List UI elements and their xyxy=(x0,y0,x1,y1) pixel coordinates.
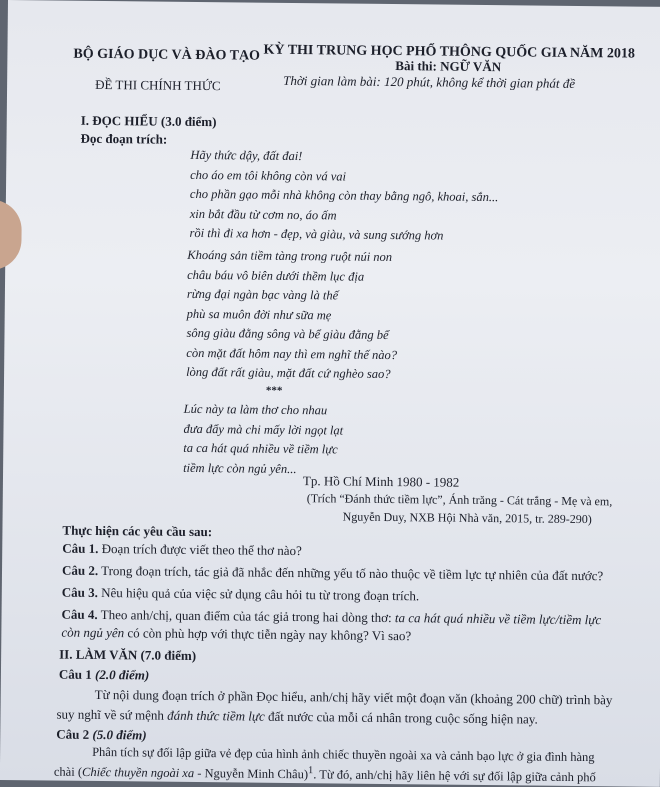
part2-heading: II. LÀM VĂN (7.0 điểm) xyxy=(59,646,197,664)
exam-subject: Bài thi: NGỮ VĂN xyxy=(395,58,502,75)
exam-time: Thời gian làm bài: 120 phút, không kể thời gian phát đề xyxy=(283,72,576,91)
work-title: Chiếc thuyền ngoài xa - xyxy=(81,764,205,781)
essay-2-line-1: Phân tích sự đối lập giữa vẻ đẹp của hình ảnh chiếc thuyền ngoài xa và cảnh bạo lực ở gia đình hàng xyxy=(92,744,595,765)
poem-line: cho phần gạo mỗi nhà không còn thay bằng ngô, khoai, sắn... xyxy=(189,186,499,205)
question-label: Câu 4. xyxy=(61,606,98,622)
text-run: đất nước của mỗi cá nhân trong cuộc sống hiện nay. xyxy=(264,708,538,727)
poem-line: Khoáng sản tiềm tàng trong ruột núi non xyxy=(187,247,393,265)
exam-title: KỲ THI TRUNG HỌC PHỔ THÔNG QUỐC GIA NĂM 2018 xyxy=(263,42,635,62)
text-run: Nguyễn Minh Châu) xyxy=(204,766,309,782)
part1-heading: I. ĐỌC HIỂU (3.0 điểm) xyxy=(80,112,217,130)
question-label: Câu 2. xyxy=(61,562,99,578)
poem-line: Hãy thức dậy, đất đai! xyxy=(190,147,303,164)
place-date: Tp. Hồ Chí Minh 1980 - 1982 xyxy=(302,473,460,490)
poem-line: đưa đẩy mà chi mấy lời ngọt lạt xyxy=(183,421,344,438)
question-text: Đoạn trích được viết theo thể thơ nào? xyxy=(98,540,302,559)
question-text: Theo anh/chị, quan điểm của tác giả trong hai dòng thơ: xyxy=(97,606,396,626)
question-text: Trong đoạn trích, tác giả đã nhắc đến những yếu tố nào thuộc về tiềm lực tự nhiên của đất nước? xyxy=(98,562,604,584)
poem-line: sông giàu đằng sông và bể giàu đằng bể xyxy=(186,325,389,343)
quoted-lines: còn ngủ yên xyxy=(61,624,125,641)
read-excerpt-label: Đọc đoạn trích: xyxy=(80,130,168,147)
essay-label: Câu 2 xyxy=(56,726,90,742)
poem-line: rồi thì đi xa hơn - đẹp, và giàu, và sung sướng hơn xyxy=(189,225,444,243)
text-run: chài ( xyxy=(53,764,83,779)
essay-1-heading xyxy=(59,667,149,684)
question-label: Câu 3. xyxy=(61,584,99,600)
poem-line: xin bắt đầu từ cơm no, áo ấm xyxy=(189,206,337,222)
question-label: Câu 1. xyxy=(62,540,99,556)
question-1 xyxy=(62,541,302,560)
text-run: . Từ đó, anh/chị hãy liên hệ với sự đối lập giữa cảnh phố xyxy=(313,767,596,785)
source-line-2: Nguyễn Duy, NXB Hội Nhà văn, 2015, tr. 289-290) xyxy=(342,509,592,527)
stanza-separator: *** xyxy=(265,384,283,397)
essay-points: (5.0 điểm) xyxy=(92,726,147,743)
poem-stanza-1 xyxy=(189,146,498,247)
poem-line: cho áo em tôi không còn vá vai xyxy=(190,167,347,184)
question-text: Nêu hiệu quả của việc sử dụng câu hỏi tu từ trong đoạn trích. xyxy=(97,584,420,604)
poem-line: Lúc này ta làm thơ cho nhau xyxy=(183,401,328,418)
poem-line: lòng đất rất giàu, mặt đất cứ nghèo sao? xyxy=(186,364,391,382)
poem-line: tiềm lực còn ngủ yên... xyxy=(183,460,297,476)
question-3 xyxy=(62,585,420,605)
official-exam-label: ĐỀ THI CHÍNH THỨC xyxy=(95,76,221,94)
text-run: suy nghĩ về sứ mệnh xyxy=(56,706,168,723)
poem-stanza-3 xyxy=(183,400,343,480)
thumb xyxy=(0,200,22,270)
question-text: có còn phù hợp với thực tiễn ngày nay không? Vì sao? xyxy=(124,625,412,644)
essay-2-heading xyxy=(56,727,146,744)
essay-2-line-2 xyxy=(54,763,596,786)
footnote-mark: 1 xyxy=(308,765,314,777)
poem-line: rừng đại ngàn bạc vàng là thế xyxy=(186,286,339,303)
essay-1-line-1: Từ nội dung đoạn trích ở phần Đọc hiểu, anh/chị hãy viết một đoạn văn (khoảng 200 chữ) trình bày xyxy=(94,686,613,708)
ministry-name: BỘ GIÁO DỤC VÀ ĐÀO TẠO xyxy=(73,46,261,64)
question-4 xyxy=(61,607,601,647)
essay-label: Câu 1 xyxy=(58,666,92,682)
poem-line: phù sa muôn đời như sữa mẹ xyxy=(186,306,332,322)
poem-stanza-2 xyxy=(186,246,398,385)
essay-points: (2.0 điểm) xyxy=(94,666,150,683)
poem-line: châu báu vô biên dưới thềm lục địa xyxy=(187,267,365,284)
requirements-heading: Thực hiện các yêu cầu sau: xyxy=(62,522,213,540)
source-line-1: (Trích “Đánh thức tiềm lực”, Ánh trăng - Cát trắng - Mẹ và em, xyxy=(306,491,613,509)
essay-1-line-2 xyxy=(56,707,537,728)
emphasis: đánh thức tiềm lực xyxy=(167,707,265,724)
poem-line: ta ca hát quá nhiều về tiềm lực xyxy=(183,440,338,457)
poem-line: còn mặt đất hôm nay thì em nghĩ thế nào? xyxy=(186,345,398,362)
question-2 xyxy=(62,563,603,585)
quoted-lines: ta ca hát quá nhiều về tiềm lực/tiềm lực xyxy=(394,610,602,628)
